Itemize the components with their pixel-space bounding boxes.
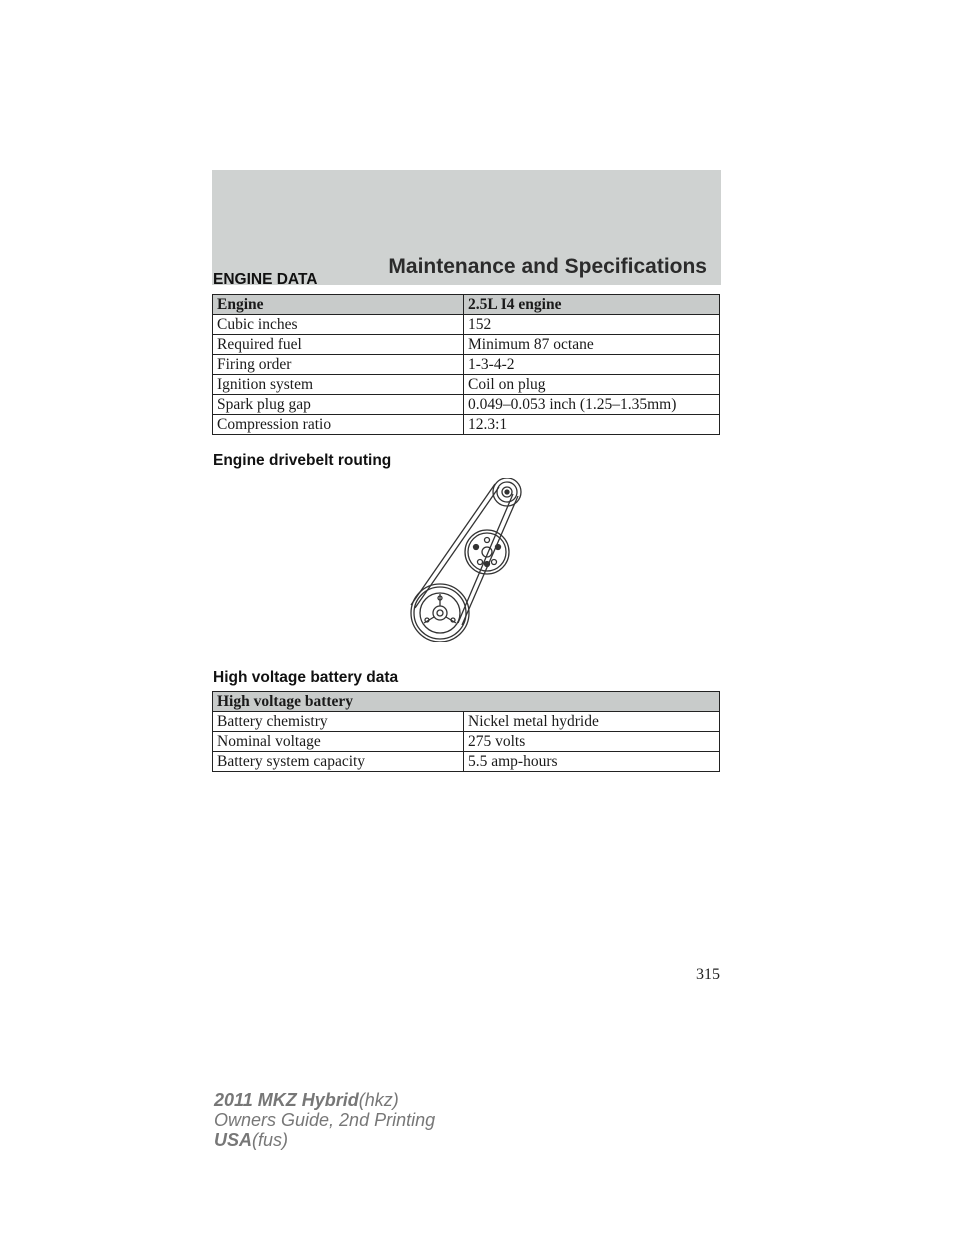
table-cell-value: 12.3:1 xyxy=(464,415,720,435)
drivebelt-routing-diagram xyxy=(400,478,530,642)
table-cell-label: Battery system capacity xyxy=(213,752,464,772)
table-row xyxy=(213,732,720,752)
table-cell-label: Firing order xyxy=(213,355,464,375)
table-row xyxy=(213,335,720,355)
idler-pulley-icon xyxy=(493,478,521,506)
table-row xyxy=(213,355,720,375)
table-cell-label: Spark plug gap xyxy=(213,395,464,415)
table-cell-label: Cubic inches xyxy=(213,315,464,335)
table-row xyxy=(213,375,720,395)
section-title: Maintenance and Specifications xyxy=(388,255,707,278)
column-header: 2.5L I4 engine xyxy=(464,295,720,315)
table-cell-value: Minimum 87 octane xyxy=(464,335,720,355)
drivebelt-heading: Engine drivebelt routing xyxy=(213,452,392,469)
footer-market: USA xyxy=(214,1130,253,1150)
footer-print-info xyxy=(214,1090,435,1150)
table-cell-value: 0.049–0.053 inch (1.25–1.35mm) xyxy=(464,395,720,415)
battery-heading: High voltage battery data xyxy=(213,669,399,686)
table-cell-value: 275 volts xyxy=(464,732,720,752)
footer-line-3 xyxy=(214,1130,435,1150)
table-cell-value: Nickel metal hydride xyxy=(464,712,720,732)
footer-line-1 xyxy=(214,1090,435,1110)
column-header: Engine xyxy=(213,295,464,315)
table-header-row xyxy=(213,295,720,315)
table-cell-label: Nominal voltage xyxy=(213,732,464,752)
table-row xyxy=(213,315,720,335)
page-number: 315 xyxy=(696,966,720,983)
table-header-row xyxy=(213,692,720,712)
table-cell-label: Required fuel xyxy=(213,335,464,355)
table-cell-value: Coil on plug xyxy=(464,375,720,395)
battery-data-table xyxy=(212,691,720,772)
engine-data-heading: ENGINE DATA xyxy=(213,271,318,288)
table-cell-value: 152 xyxy=(464,315,720,335)
footer-line-2: Owners Guide, 2nd Printing xyxy=(214,1110,436,1130)
footer-model: 2011 MKZ Hybrid xyxy=(214,1090,359,1110)
table-row xyxy=(213,752,720,772)
table-title: High voltage battery xyxy=(213,692,720,712)
table-cell-label: Ignition system xyxy=(213,375,464,395)
crankshaft-pulley-icon xyxy=(411,584,469,642)
engine-data-table xyxy=(212,294,720,435)
footer-market-code: (fus) xyxy=(252,1130,289,1150)
table-row xyxy=(213,415,720,435)
table-cell-value: 1-3-4-2 xyxy=(464,355,720,375)
footer-model-code: (hkz) xyxy=(358,1090,399,1110)
table-cell-label: Battery chemistry xyxy=(213,712,464,732)
table-row xyxy=(213,712,720,732)
section-header-band xyxy=(212,170,721,285)
table-cell-label: Compression ratio xyxy=(213,415,464,435)
table-row xyxy=(213,395,720,415)
table-cell-value: 5.5 amp-hours xyxy=(464,752,720,772)
